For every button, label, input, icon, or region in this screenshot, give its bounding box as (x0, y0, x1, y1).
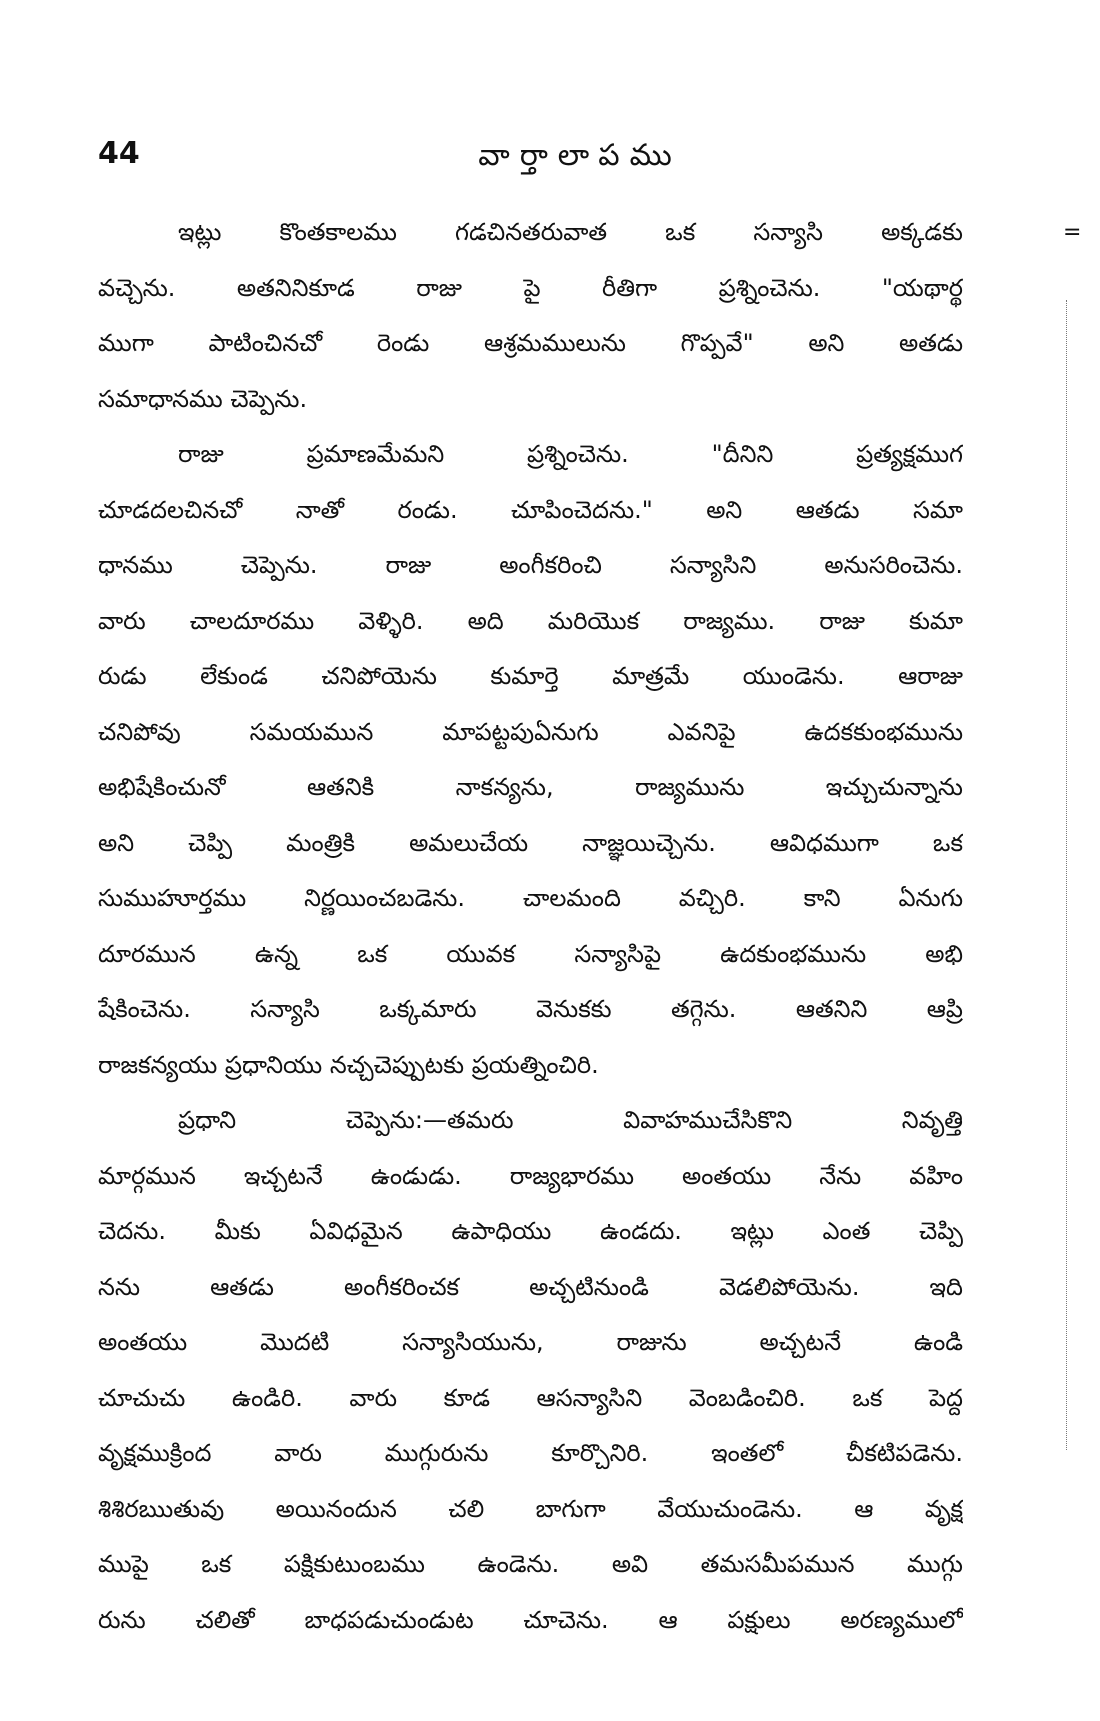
margin-specks (1066, 300, 1075, 1450)
running-head: వార్తాలాపము (478, 138, 682, 173)
text-line: దూరమున ఉన్న ఒక యువక సన్యాసిపై ఉదకుంభమును అభి (98, 939, 963, 968)
text-line: చనిపోవు సమయమున మాపట్టపుఏనుగు ఎవనిపై ఉదకకుంభమును (98, 717, 963, 746)
text-line: చూడదలచినచో నాతో రండు. చూపించెదను." అని ఆతడు సమా (98, 495, 963, 524)
text-line: రుడు లేకుండ చనిపోయెను కుమార్తె మాత్రమే యుండెను. ఆరాజు (98, 662, 963, 690)
margin-mark: = (1063, 220, 1082, 245)
text-line: ఇట్లు కొంతకాలము గడచినతరువాత ఒక సన్యాసి అక్కడకు (178, 218, 963, 246)
text-line: మార్గమున ఇచ్చటనే ఉండుడు. రాజ్యభారము అంతయు నేను వహిం (98, 1161, 963, 1190)
text-line: చూచుచు ఉండిరి. వారు కూడ ఆసన్యాసిని వెంబడించిరి. ఒక పెద్ద (98, 1383, 963, 1412)
text-line: రాజు ప్రమాణమేమని ప్రశ్నించెను. "దీనిని ప్రత్యక్షముగ (178, 440, 963, 468)
text-line: చెదను. మీకు ఏవిధమైన ఉపాధియు ఉండదు. ఇట్లు ఎంత చెప్పి (98, 1217, 963, 1245)
page-number: 44 (98, 136, 140, 171)
text-line: సుముహూర్తము నిర్ణయించబడెను. చాలమంది వచ్చిరి. కాని ఏనుగు (98, 884, 963, 912)
text-line: అంతయు మొదటి సన్యాసియును, రాజును అచ్చటనే ఉండి (98, 1328, 963, 1356)
text-line: అభిషేకించునో ఆతనికి నాకన్యను, రాజ్యమును ఇచ్చుచున్నాను (98, 773, 963, 801)
text-line: ప్రధాని చెప్పెను:—తమరు వివాహముచేసికొని నివృత్తి (178, 1106, 963, 1134)
text-line: షేకించెను. సన్యాసి ఒక్కమారు వెనుకకు తగ్గెను. ఆతనిని ఆప్రి (98, 995, 963, 1023)
text-line: రును చలితో బాధపడుచుండుట చూచెను. ఆ పక్షులు అరణ్యములో (98, 1605, 963, 1634)
text-line: సమాధానము చెప్పెను. (98, 384, 308, 413)
text-line: వృక్షముక్రింద వారు ముగ్గురును కూర్చొనిరి. ఇంతలో చీకటిపడెను. (98, 1439, 963, 1467)
text-line: ధానము చెప్పెను. రాజు అంగీకరించి సన్యాసిని అనుసరించెను. (98, 551, 963, 579)
text-line: ముగా పాటించినచో రెండు ఆశ్రమములును గొప్పవే" అని అతడు (98, 329, 963, 357)
text-line: రాజకన్యయు ప్రధానియు నచ్చచెప్పుటకు ప్రయత్నించిరి. (98, 1050, 599, 1079)
text-line: అని చెప్పి మంత్రికి అమలుచేయ నాజ్ఞయిచ్చెను. ఆవిధముగా ఒక (98, 828, 963, 857)
text-line: వారు చాలదూరము వెళ్ళిరి. అది మరియొక రాజ్యము. రాజు కుమా (98, 606, 963, 635)
body-text (98, 205, 963, 1648)
text-line: శిశిరఋతువు అయినందున చలి బాగుగా వేయుచుండెను. ఆ వృక్ష (98, 1494, 963, 1523)
text-line: ముపై ఒక పక్షికుటుంబము ఉండెను. అవి తమసమీపమున ముగ్గు (98, 1550, 963, 1578)
text-line: వచ్చెను. అతనినికూడ రాజు పై రీతిగా ప్రశ్నించెను. "యథార్థ (98, 273, 963, 302)
text-line: నను ఆతడు అంగీకరించక అచ్చటినుండి వెడలిపోయెను. ఇది (98, 1272, 963, 1301)
